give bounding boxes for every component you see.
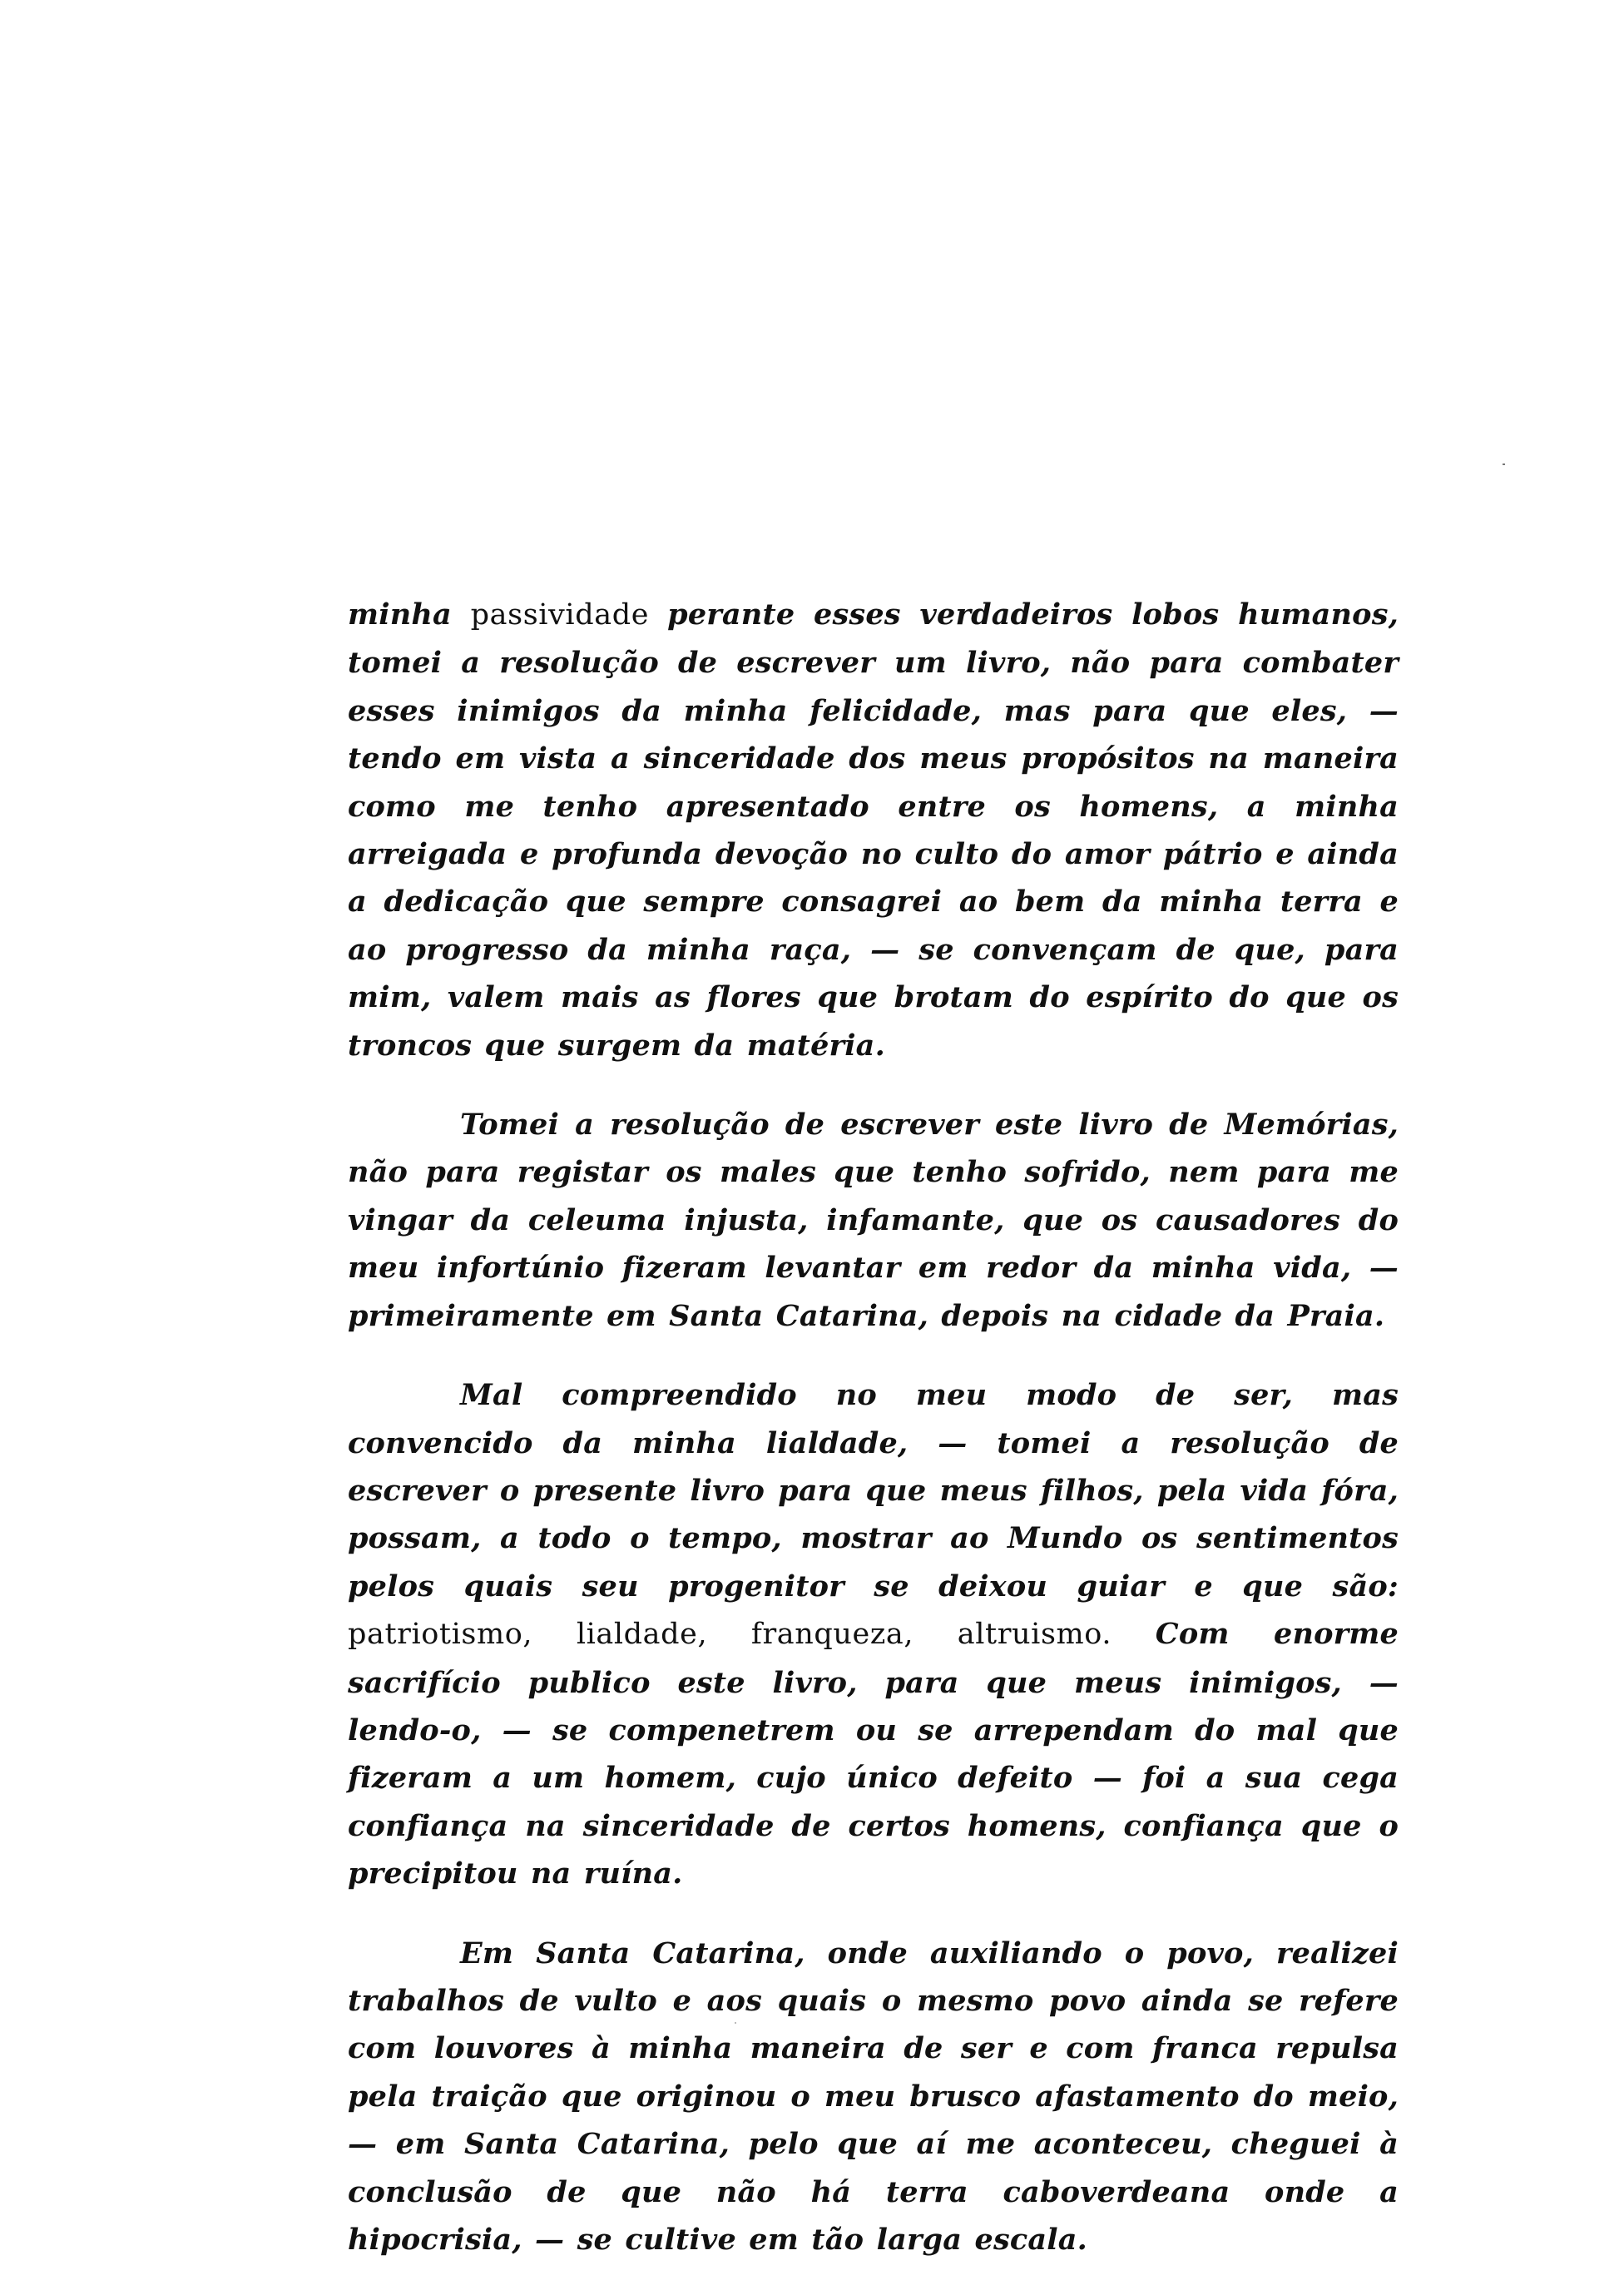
paragraph-1 bbox=[348, 591, 1399, 1069]
paragraph-3 bbox=[348, 1371, 1399, 1897]
text-segment: minha bbox=[348, 597, 471, 632]
paragraph-4 bbox=[348, 1930, 1399, 2264]
text-segment: Mal compreendido no meu modo de ser, mas convencido da minha lialdade, — tomei a resolução de escrever o presente livro para que meus filhos, pela vida fóra, possam, a todo o tempo, mostrar ao Mundo os sentimentos pelos quais seu progenitor se deixou guiar e que são: bbox=[348, 1378, 1399, 1604]
text-segment-roman: patriotismo, lialdade, franqueza, altruismo. bbox=[348, 1618, 1156, 1652]
body-text bbox=[348, 591, 1399, 2295]
text-segment-roman: passividade bbox=[470, 598, 668, 632]
scan-speck bbox=[735, 2022, 736, 2024]
scan-speck bbox=[1503, 463, 1505, 465]
text-segment: Com enorme sacrifício publico este livro, para que meus inimigos, — lendo-o, — se compenetrem ou se arrependam do mal que fizeram a um homem, cujo único defeito — foi a sua cega confiança na sinceridade de certos homens, confiança que o precipitou na ruína. bbox=[348, 1617, 1399, 1891]
text-segment: Tomei a resolução de escrever este livro de Memórias, não para registar os males que tenho sofrido, nem para me vingar da celeuma injusta, infamante, que os causadores do meu infortúnio fizeram levantar em redor da minha vida, — primeiramente em Santa Catarina, depois na cidade da Praia. bbox=[348, 1108, 1399, 1333]
text-segment: perante esses verdadeiros lobos humanos, tomei a resolução de escrever um livro, não para combater esses inimigos da minha felicidade, mas para que eles, — tendo em vista a sinceridade dos meus propósitos na maneira como me tenho apresentado entre os homens, a minha arreigada e profunda devoção no culto do amor pátrio e ainda a dedicação que sempre consagrei ao bem da minha terra e ao progresso da minha raça, — se convençam de que, para mim, valem mais as flores que brotam do espírito do que os troncos que surgem da matéria. bbox=[348, 597, 1399, 1063]
text-segment: Em Santa Catarina, onde auxiliando o povo, realizei trabalhos de vulto e aos quais o mesmo povo ainda se refere com louvores à minha maneira de ser e com franca repulsa pela traição que originou o meu brusco afastamento do meio, — em Santa Catarina, pelo que aí me aconteceu, cheguei à conclusão de que não há terra caboverdeana onde a hipocrisia, — se cultive em tão larga escala. bbox=[348, 1936, 1399, 2257]
paragraph-2 bbox=[348, 1101, 1399, 1340]
